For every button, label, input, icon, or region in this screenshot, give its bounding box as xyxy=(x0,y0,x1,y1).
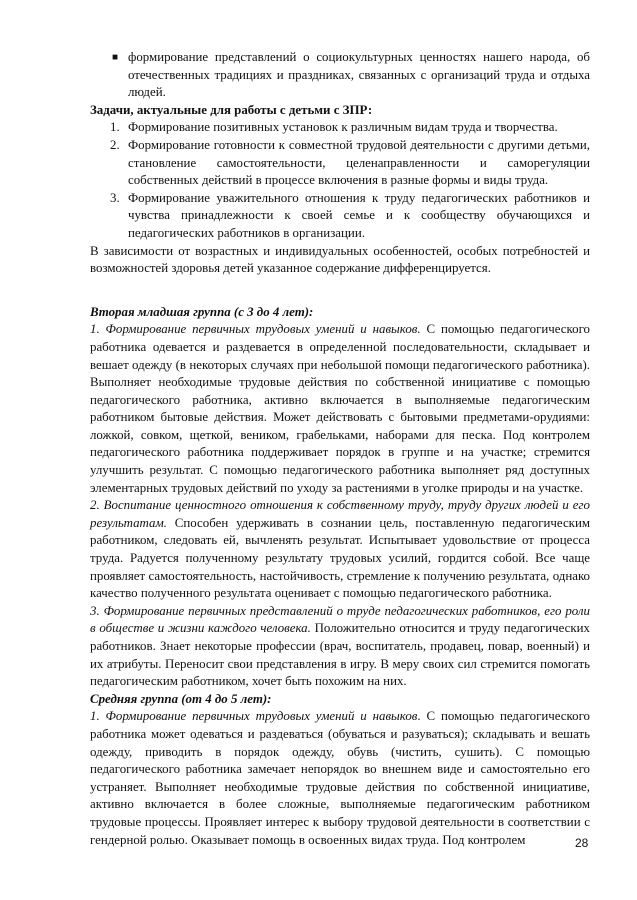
list-text: Формирование уважительного отношения к труду педагогических работников и чувства принадлежности к своей семье и к сообществу обучающихся и педагогических работников в организации. xyxy=(128,190,590,240)
paragraph xyxy=(90,603,590,691)
paragraph-lead: 1. Формирование первичных трудовых умений и навыков xyxy=(90,709,418,724)
paragraph xyxy=(90,708,590,849)
paragraph-body: С помощью педагогического работника одевается и раздевается в определенной последовательности, складывает и вешает одежду (в некоторых случаях при небольшой помощи педагогического работника). Выполняет необходимые трудовые действия по собственной инициативе с помощью педагогического работника, активно включается в выполняемые педагогическим работником бытовые действия. Может действовать с бытовыми предметами-орудиями: ложкой, совком, щеткой, веником, грабельками, наборами для песка. Под контролем педагогического работника поддерживает порядок в группе и на участке; стремится улучшить результат. С помощью педагогического работника выполняет ряд доступных элементарных трудовых действий по уходу за растениями в уголке природы и на участке. xyxy=(90,322,590,495)
tasks-list xyxy=(90,119,590,242)
bullet-item xyxy=(90,49,590,102)
square-bullet-icon: ■ xyxy=(112,52,119,63)
page-number: 28 xyxy=(575,836,589,850)
list-item xyxy=(90,190,590,243)
paragraph-lead: 3. Формирование первичных представлений о труде педагогических работников, его роли в обществе и жизни каждого человека. xyxy=(90,603,590,636)
list-text: Формирование готовности к совместной трудовой деятельности с другими детьми, становление самостоятельности, целенаправленности и саморегуляции собственных действий в процессе включения в разные формы и виды труда. xyxy=(128,137,590,188)
list-item xyxy=(90,137,590,190)
bullet-text: формирование представлений о социокультурных ценностях нашего народа, об отечественных традициях и праздниках, связанных с организаций труда и отдыха людей. xyxy=(128,50,590,100)
intro-paragraph: В зависимости от возрастных и индивидуальных особенностей, особых потребностей и возможностей здоровья детей указанное содержание дифференцируется. xyxy=(90,243,590,276)
paragraph-body: . С помощью педагогического работника может одеваться и раздеваться (обуваться и разуваться); складывать и вешать одежду, приводить в порядок одежду, обувь (чистить, сушить). С помощью педагогического работника замечает непорядок во внешнем виде и самостоятельно его устраняет. Выполняет необходимые трудовые действия по собственной инициативе, активно включается в более сложные, выполняемые педагогическим работником трудовые процессы. Проявляет интерес к выбору трудовой деятельности в соответствии с гендерной ролью. Оказывает помощь в освоенных видах труда. Под контролем xyxy=(90,709,590,847)
document-page xyxy=(90,49,590,849)
paragraph-body: Положительно относится и труду педагогических работников. Знает некоторые профессии (врач, воспитатель, продавец, повар, военный) и их атрибуты. Переносит свои представления в игру. В меру своих сил стремится помогать педагогическим работником, хочет быть похожим на них. xyxy=(90,621,590,689)
paragraph-lead: 2. Воспитание ценностного отношения к собственному труду, труду других людей и его результатам. xyxy=(90,498,590,530)
list-number: 1. xyxy=(110,120,120,135)
paragraph-body: Способен удерживать в сознании цель, поставленную педагогическим работником, следовать ей, вычленять результат. Испытывает удовольствие от процесса труда. Радуется полученному результату трудовых усилий, гордится собой. Все чаще проявляет самостоятельность, настойчивость, стремление к получению результата, однако качество полученного результата оценивает с помощью педагогического работника. xyxy=(90,515,590,601)
spacer xyxy=(90,278,590,304)
list-number: 3. xyxy=(110,190,120,205)
section-title-middle: Средняя группа (от 4 до 5 лет): xyxy=(90,691,272,706)
list-item xyxy=(90,119,590,137)
list-text: Формирование позитивных установок к различным видам труда и творчества. xyxy=(128,120,558,135)
paragraph xyxy=(90,497,590,603)
section-title-junior: Вторая младшая группа (с 3 до 4 лет): xyxy=(90,304,314,319)
paragraph xyxy=(90,321,590,497)
list-number: 2. xyxy=(110,137,120,152)
paragraph-lead: 1. Формирование первичных трудовых умений и навыков. xyxy=(90,322,421,337)
tasks-heading: Задачи, актуальные для работы с детьми с ЗПР: xyxy=(90,102,373,117)
